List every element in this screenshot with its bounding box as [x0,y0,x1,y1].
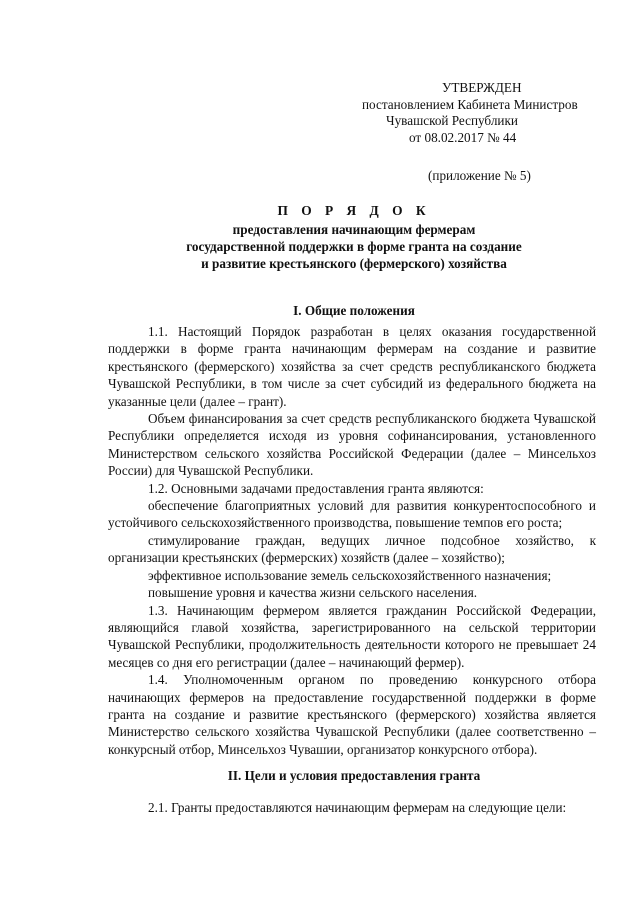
paragraph: обеспечение благоприятных условий для развития конкурентоспособного и устойчивого сельскохозяйственного производства, повышение темпов его роста; [108,498,596,531]
subtitle-line: предоставления начинающим фермерам [232,222,476,237]
approval-line: Чувашской Республики [386,113,518,128]
approval-block [362,80,622,185]
subtitle-line: и развитие крестьянского (фермерского) хозяйства [201,256,507,272]
paragraph: эффективное использование земель сельскохозяйственного назначения; [148,567,552,583]
paragraph: 1.3. Начинающим фермером является гражданин Российской Федерации, являющийся главой хозяйства, зарегистрированного на сельской территории Чувашской Республики, продолжительность деятельности которого не превышает 24 месяцев со дня его регистрации (далее – начинающий фермер). [108,602,596,670]
paragraph: 2.1. Гранты предоставляются начинающим фермерам на следующие цели: [148,800,567,815]
paragraph: стимулирование граждан, ведущих личное подсобное хозяйство, к организации крестьянских (фермерских) хозяйств (далее – хозяйство); [108,532,596,566]
approval-title: УТВЕРЖДЕН [442,80,522,95]
approval-line: постановлением Кабинета Министров [362,96,578,112]
document-title: П О Р Я Д О К [277,203,431,218]
paragraph: повышение уровня и качества жизни сельского населения. [148,585,478,601]
subtitle-line: государственной поддержки в форме гранта на создание [186,239,522,255]
paragraph: 1.4. Уполномоченным органом по проведению конкурсного отбора начинающих фермеров на предоставление государственной поддержки в форме гранта на создание и развитие крестьянского (фермерского) хозяйства является Министерство сельского хозяйства Чувашской Республики (далее соответственно – конкурсный отбор, Минсельхоз Чувашии, организатор конкурсного отбора). [108,672,596,757]
document-subtitle [0,221,640,273]
paragraph: Объем финансирования за счет средств республиканского бюджета Чувашской Республики определяется исходя из уровня софинансирования, установленного Министерством сельского хозяйства Российской Федерации (далее – Минсельхоз России) для Чувашской Республики. [108,411,596,479]
section-body [108,323,596,758]
section-heading: I. Общие положения [293,303,415,318]
paragraph: 1.2. Основными задачами предоставления гранта являются: [148,480,484,496]
paragraph: 1.1. Настоящий Порядок разработан в целях оказания государственной поддержки в форме гранта начинающим фермерам на создание и развитие крестьянского (фермерского) хозяйства за счет средств республиканского бюджета Чувашской Республики, в том числе за счет субсидий из федерального бюджета на указанные цели (далее – грант). [108,324,596,409]
section-body [108,799,596,816]
approval-date-number: от 08.02.2017 № 44 [409,129,517,145]
section-heading: II. Цели и условия предоставления гранта [227,768,481,783]
appendix-label: (приложение № 5) [428,168,531,183]
